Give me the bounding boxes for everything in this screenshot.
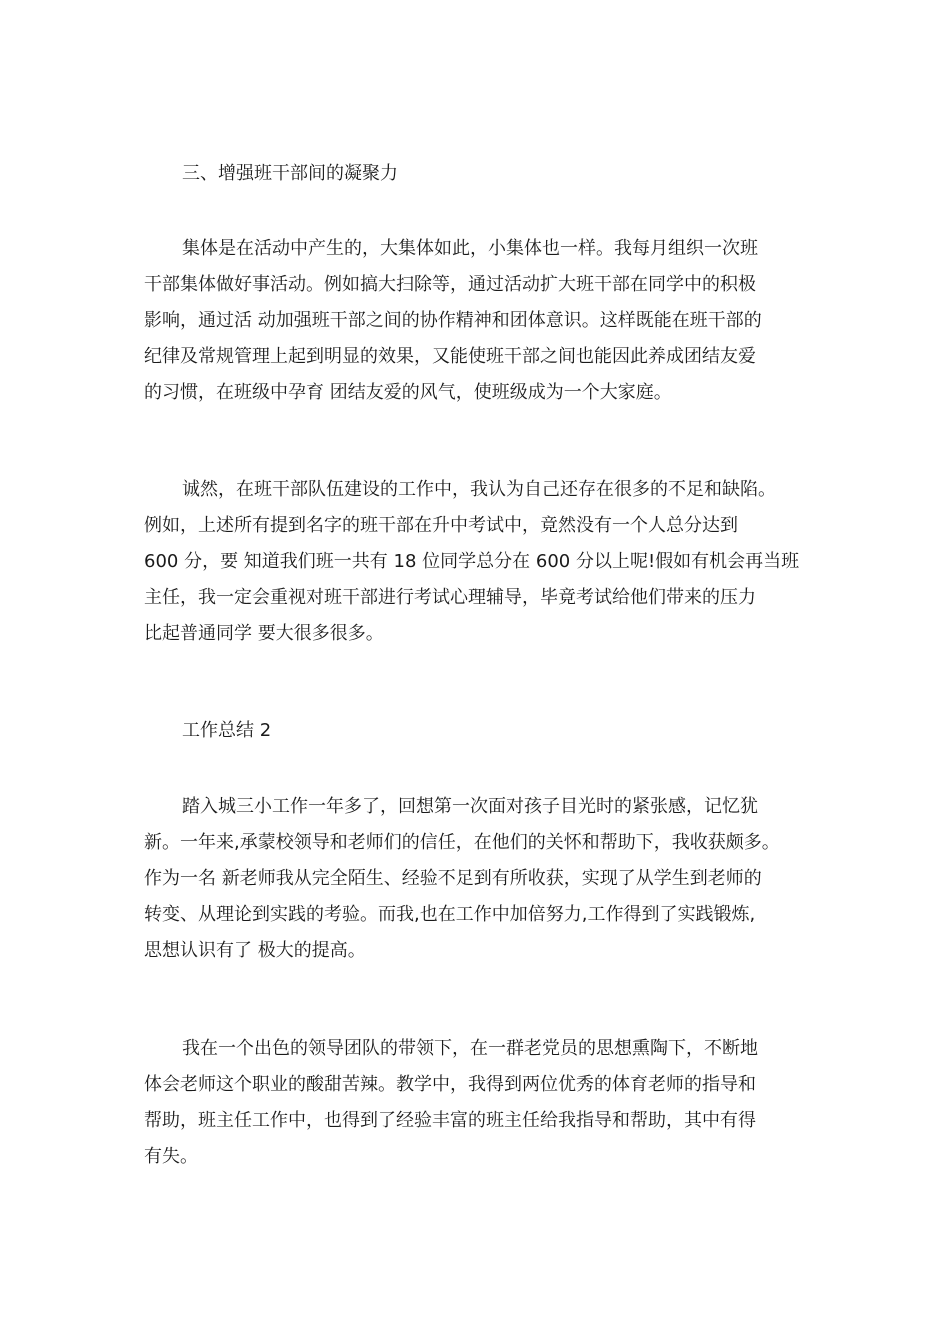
paragraph-line: 我在一个出色的领导团队的带领下，在一群老党员的思想熏陶下，不断地 (182, 1038, 758, 1059)
paragraph-line: 的习惯，在班级中孕育 团结友爱的风气，使班级成为一个大家庭。 (144, 382, 672, 403)
paragraph-line: 600 分，要 知道我们班一共有 18 位同学总分在 600 分以上呢!假如有机会再当班 (144, 551, 800, 572)
paragraph-line: 影响，通过活 动加强班干部之间的协作精神和团体意识。这样既能在班干部的 (144, 310, 762, 331)
paragraph-line: 主任，我一定会重视对班干部进行考试心理辅导，毕竟考试给他们带来的压力 (144, 587, 756, 608)
paragraph-team-guidance (144, 1031, 824, 1175)
paragraph-line: 思想认识有了 极大的提高。 (144, 940, 366, 961)
paragraph-line: 诚然，在班干部队伍建设的工作中，我认为自己还存在很多的不足和缺陷。 (182, 479, 776, 500)
paragraph-line: 干部集体做好事活动。例如搞大扫除等，通过活动扩大班干部在同学中的积极 (144, 274, 756, 295)
paragraph-line: 帮助，班主任工作中，也得到了经验丰富的班主任给我指导和帮助，其中有得 (144, 1110, 756, 1131)
paragraph-line: 有失。 (144, 1146, 198, 1167)
paragraph-line: 转变、从理论到实践的考验。而我,也在工作中加倍努力,工作得到了实践锻炼, (144, 904, 756, 925)
paragraph-line: 新。一年来,承蒙校领导和老师们的信任，在他们的关怀和帮助下，我收获颇多。 (144, 832, 780, 853)
paragraph-line: 比起普通同学 要大很多很多。 (144, 623, 384, 644)
paragraph-line: 踏入城三小工作一年多了，回想第一次面对孩子目光时的紧张感，记忆犹 (182, 796, 758, 817)
paragraph-line: 例如，上述所有提到名字的班干部在升中考试中，竟然没有一个人总分达到 (144, 515, 738, 536)
paragraph-line: 集体是在活动中产生的，大集体如此，小集体也一样。我每月组织一次班 (182, 238, 758, 259)
paragraph-shortcomings (144, 472, 824, 652)
paragraph-first-year (144, 789, 824, 969)
section-heading-cohesion: 三、增强班干部间的凝聚力 (182, 163, 398, 184)
paragraph-line: 纪律及常规管理上起到明显的效果，又能使班干部之间也能因此养成团结友爱 (144, 346, 756, 367)
paragraph-line: 体会老师这个职业的酸甜苦辣。教学中，我得到两位优秀的体育老师的指导和 (144, 1074, 756, 1095)
paragraph-collective-activities (144, 231, 824, 411)
section-heading-summary-2: 工作总结 2 (182, 720, 272, 741)
paragraph-line: 作为一名 新老师我从完全陌生、经验不足到有所收获，实现了从学生到老师的 (144, 868, 762, 889)
